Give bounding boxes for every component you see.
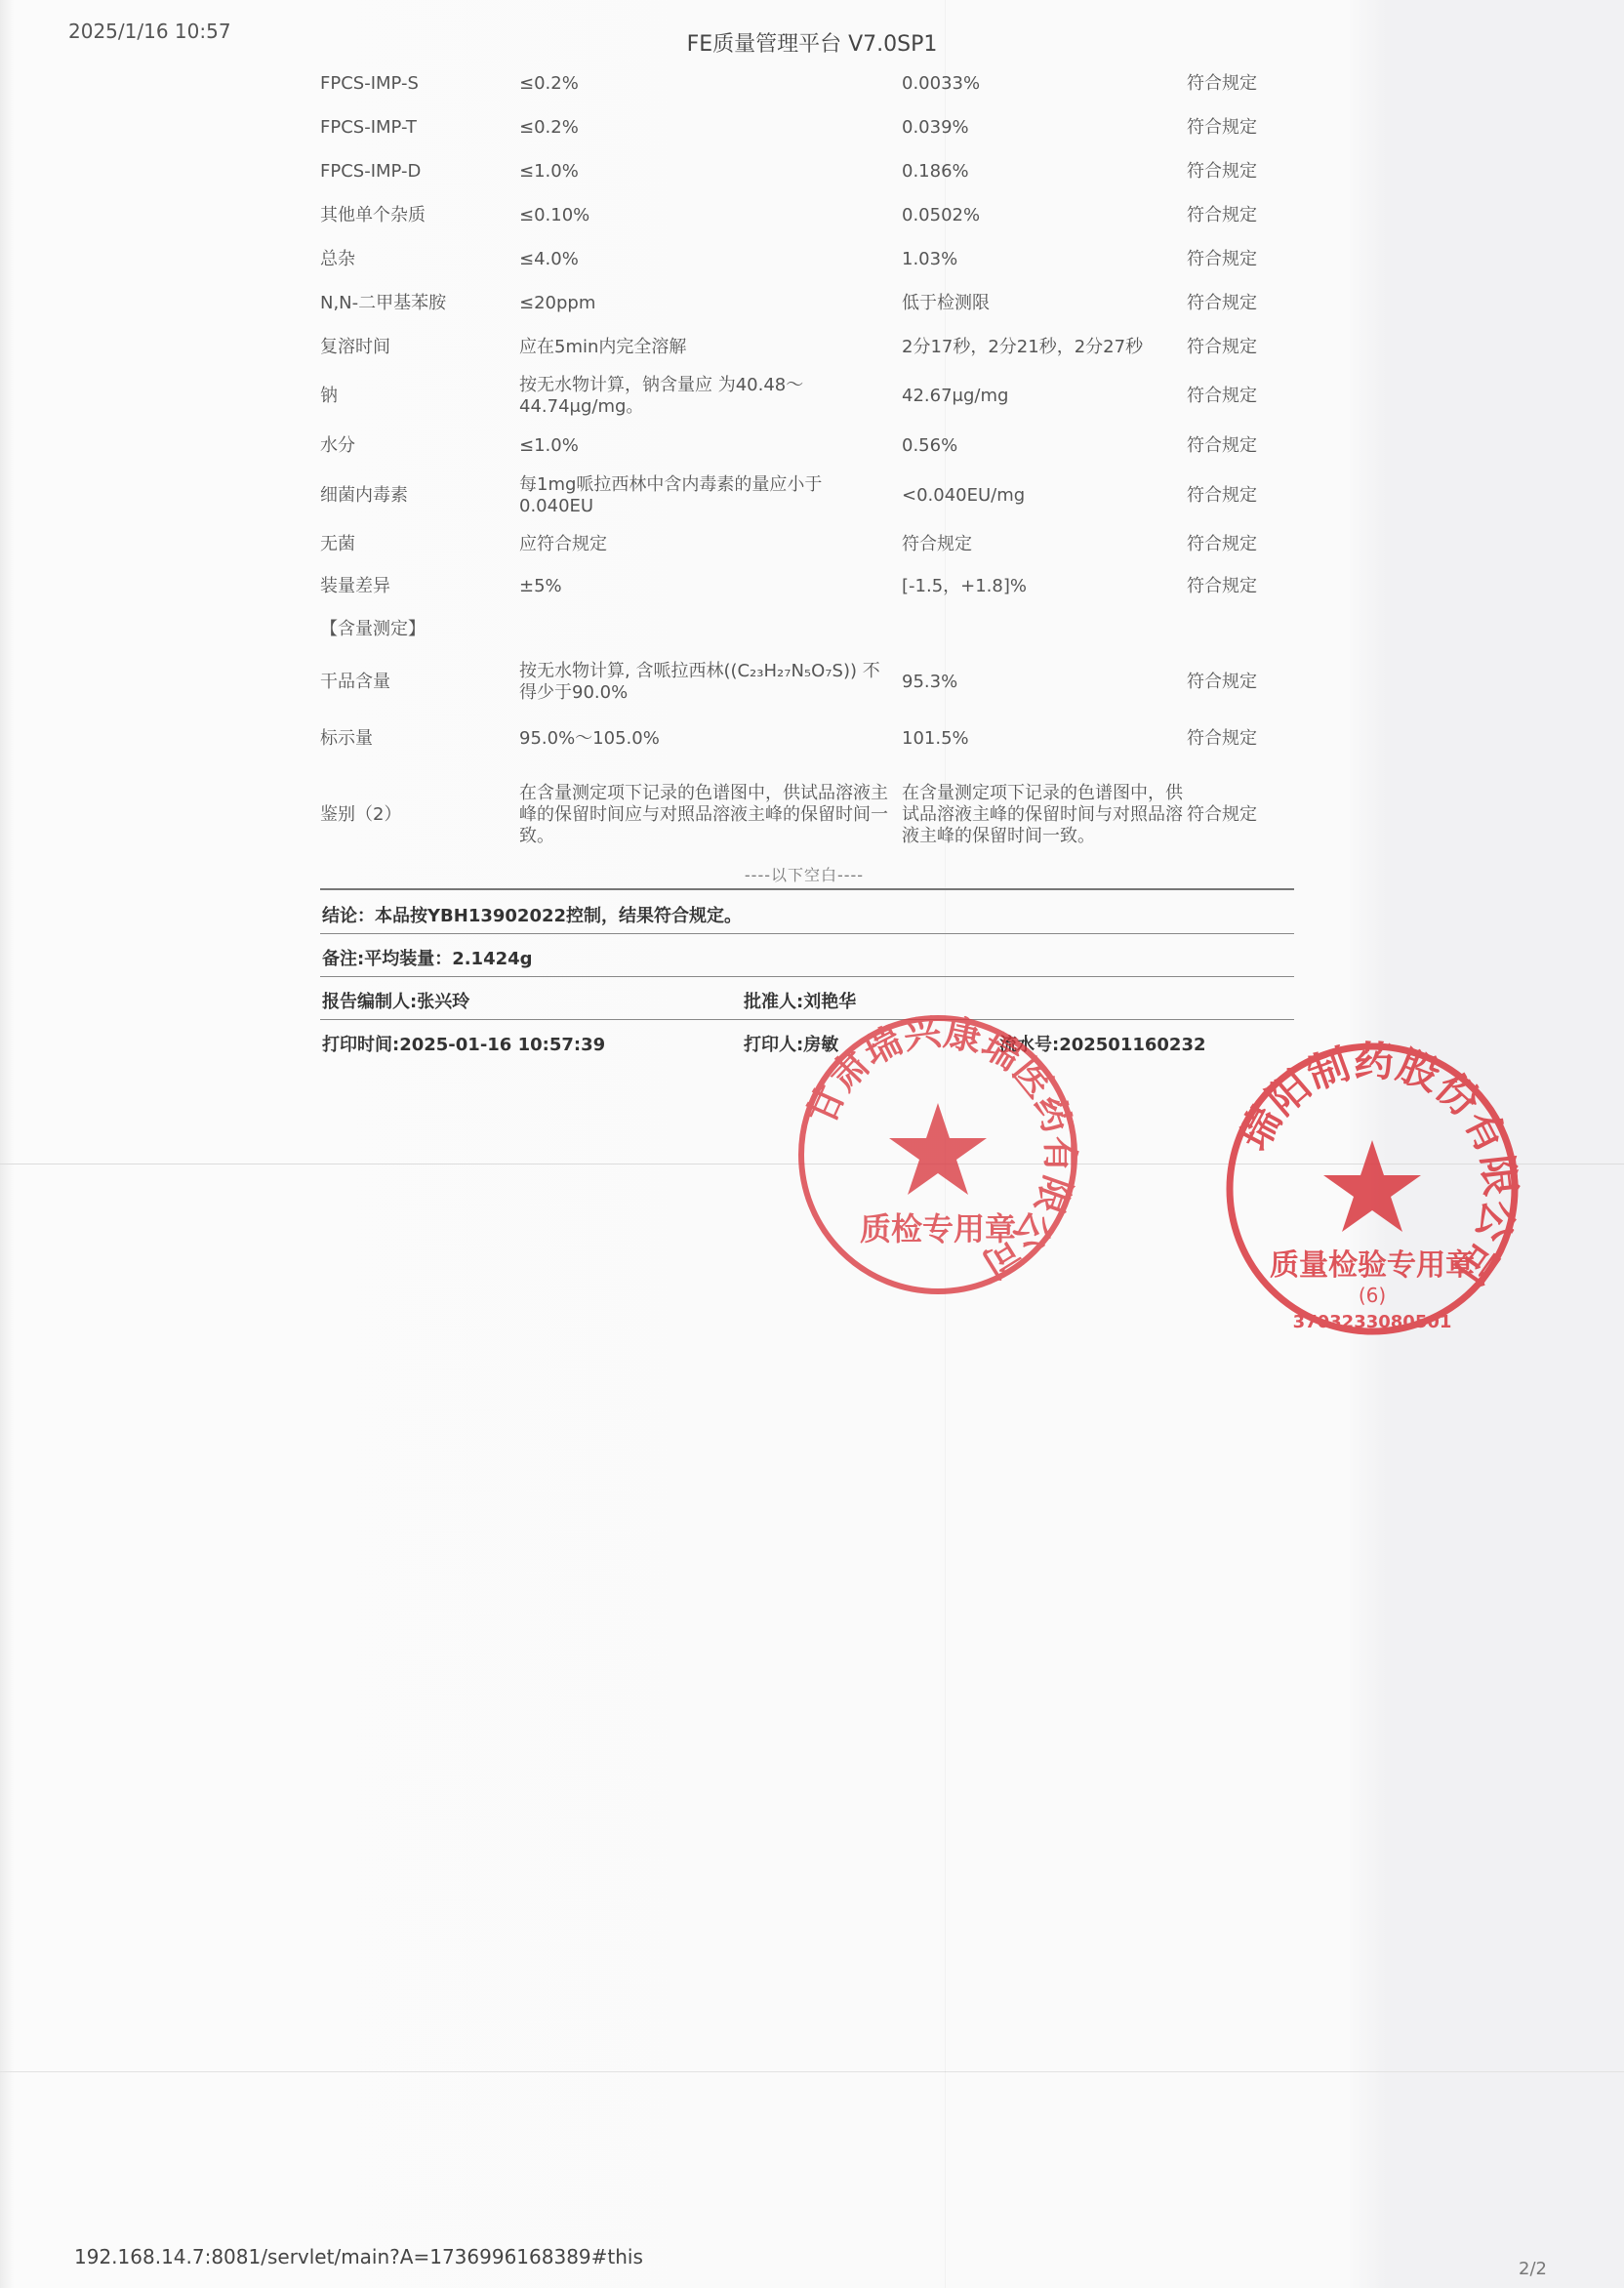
conclusion-text: 结论：本品按YBH13902022控制，结果符合规定。 xyxy=(322,906,743,926)
item-name: 水分 xyxy=(320,435,355,456)
item-result: 符合规定 xyxy=(902,534,972,554)
item-result: 101.5% xyxy=(902,728,969,749)
printer-text: 打印人:房敏 xyxy=(744,1035,839,1055)
table-row xyxy=(320,523,1288,566)
item-name: 复溶时间 xyxy=(320,337,390,357)
item-name: 钠 xyxy=(320,386,338,406)
item-conclusion: 符合规定 xyxy=(1187,804,1257,825)
section-heading-row xyxy=(320,615,1288,644)
platform-title: FE质量管理平台 V7.0SP1 xyxy=(686,32,938,57)
table-row xyxy=(320,281,1288,326)
item-conclusion: 符合规定 xyxy=(1187,672,1257,692)
item-standard: 按无水物计算, 含哌拉西林((C₂₃H₂₇N₅O₇S)) 不得少于90.0% xyxy=(519,661,880,703)
table-row xyxy=(320,62,1288,105)
table-row xyxy=(320,105,1288,150)
item-result: 0.0502% xyxy=(902,205,981,225)
item-standard: ≤0.10% xyxy=(519,205,590,225)
item-result: 0.186% xyxy=(902,161,969,182)
star-icon xyxy=(1323,1140,1421,1232)
item-result: 0.0033% xyxy=(902,73,981,94)
item-name: FPCS-IMP-S xyxy=(320,73,419,94)
table-row xyxy=(320,648,1288,716)
print-date: 2025/1/16 10:57 xyxy=(68,20,231,43)
table-row xyxy=(320,424,1288,469)
item-name: 总杂 xyxy=(320,249,355,269)
item-result: 低于检测限 xyxy=(902,293,990,313)
table-row xyxy=(320,238,1288,281)
company-seal-1 xyxy=(791,1007,1085,1302)
item-standard: 每1mg哌拉西林中含内毒素的量应小于0.040EU xyxy=(519,474,823,516)
item-name: 其他单个杂质 xyxy=(320,205,426,225)
section-heading: 【含量测定】 xyxy=(320,619,426,639)
seal-1-center-text: 质检专用章 xyxy=(859,1210,1017,1247)
item-result: <0.040EU/mg xyxy=(902,485,1026,506)
item-standard: ≤4.0% xyxy=(519,249,579,269)
item-standard: 按无水物计算，钠含量应 为40.48～44.74μg/mg。 xyxy=(519,375,804,417)
item-standard: ≤20ppm xyxy=(519,293,596,313)
item-name: 干品含量 xyxy=(320,672,390,692)
item-standard: ≤0.2% xyxy=(519,117,579,138)
star-icon xyxy=(889,1103,987,1195)
divider xyxy=(320,933,1294,934)
item-conclusion: 符合规定 xyxy=(1187,117,1257,138)
item-conclusion: 符合规定 xyxy=(1187,534,1257,554)
item-name: 细菌内毒素 xyxy=(320,485,408,506)
item-name: FPCS-IMP-D xyxy=(320,161,422,182)
serial-number-text: 流水号:202501160232 xyxy=(999,1035,1206,1055)
item-conclusion: 符合规定 xyxy=(1187,337,1257,357)
item-standard: 在含量测定项下记录的色谱图中，供试品溶液主峰的保留时间应与对照品溶液主峰的保留时间一致。 xyxy=(519,783,888,846)
print-time-text: 打印时间:2025-01-16 10:57:39 xyxy=(322,1035,606,1055)
fold-line-lower xyxy=(0,2071,1624,2072)
table-row xyxy=(320,716,1288,761)
remark-text: 备注:平均装量：2.1424g xyxy=(322,949,533,969)
company-seal-2 xyxy=(1220,1037,1524,1341)
item-conclusion: 符合规定 xyxy=(1187,293,1257,313)
item-conclusion: 符合规定 xyxy=(1187,386,1257,406)
item-standard: ≤1.0% xyxy=(519,161,579,182)
item-result: 在含量测定项下记录的色谱图中，供试品溶液主峰的保留时间与对照品溶液主峰的保留时间一致。 xyxy=(902,783,1183,846)
item-standard: 95.0%～105.0% xyxy=(519,728,660,749)
item-name: FPCS-IMP-T xyxy=(320,117,417,138)
item-conclusion: 符合规定 xyxy=(1187,435,1257,456)
item-conclusion: 符合规定 xyxy=(1187,485,1257,506)
item-standard: ≤0.2% xyxy=(519,73,579,94)
item-conclusion: 符合规定 xyxy=(1187,576,1257,596)
table-row xyxy=(320,193,1288,238)
item-standard: ≤1.0% xyxy=(519,435,579,456)
item-result: 0.56% xyxy=(902,435,958,456)
seal-2-sub-text: (6) xyxy=(1358,1284,1387,1307)
item-conclusion: 符合规定 xyxy=(1187,728,1257,749)
item-conclusion: 符合规定 xyxy=(1187,73,1257,94)
compiler-text: 报告编制人:张兴玲 xyxy=(322,992,470,1012)
item-name: 无菌 xyxy=(320,534,355,554)
item-name: N,N-二甲基苯胺 xyxy=(320,293,447,313)
seal-2-center-text: 质量检验专用章 xyxy=(1270,1248,1475,1283)
divider xyxy=(320,888,1294,890)
approver-text: 批准人:刘艳华 xyxy=(744,992,857,1012)
item-conclusion: 符合规定 xyxy=(1187,161,1257,182)
table-row xyxy=(320,150,1288,193)
item-result: 42.67μg/mg xyxy=(902,386,1009,406)
item-name: 鉴别（2） xyxy=(320,804,402,825)
item-result: 95.3% xyxy=(902,672,958,692)
page-number: 2/2 xyxy=(1519,2259,1547,2279)
item-standard: ±5% xyxy=(519,576,562,596)
item-standard: 应在5min内完全溶解 xyxy=(519,337,687,357)
table-row xyxy=(320,469,1288,523)
item-result: 1.03% xyxy=(902,249,958,269)
item-conclusion: 符合规定 xyxy=(1187,249,1257,269)
item-standard: 应符合规定 xyxy=(519,534,607,554)
table-row xyxy=(320,761,1288,869)
footer-url: 192.168.14.7:8081/servlet/main?A=1736996168389#this xyxy=(74,2245,643,2268)
table-row xyxy=(320,369,1288,424)
item-name: 装量差异 xyxy=(320,576,390,596)
item-result: 0.039% xyxy=(902,117,969,138)
divider xyxy=(320,976,1294,977)
item-result: [-1.5，+1.8]% xyxy=(902,576,1027,596)
table-row xyxy=(320,326,1288,369)
blank-marker: ----以下空白---- xyxy=(744,866,865,884)
item-name: 标示量 xyxy=(320,728,373,749)
item-conclusion: 符合规定 xyxy=(1187,205,1257,225)
table-row xyxy=(320,566,1288,607)
item-result: 2分17秒，2分21秒，2分27秒 xyxy=(902,337,1144,357)
seal-1-ring-text: 甘肃瑞兴康瑞医药有限公司 xyxy=(798,1008,1083,1287)
seal-2-ring-text: 瑞阳制药股份有限公司 xyxy=(1229,1037,1524,1293)
seal-2-code: 3703233080501 xyxy=(1292,1312,1452,1332)
